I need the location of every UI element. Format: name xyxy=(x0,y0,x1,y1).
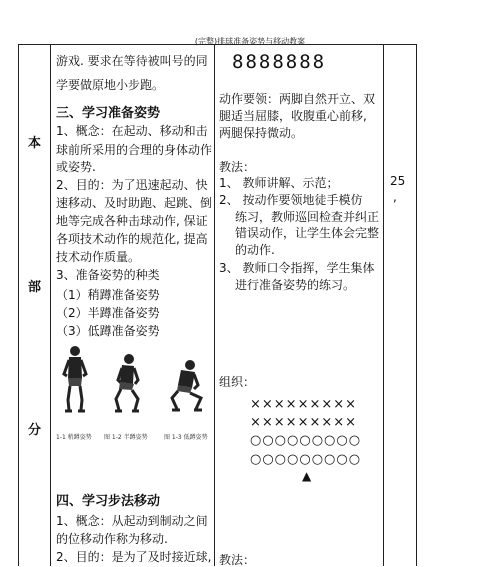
formation-row-students: ××××××××× xyxy=(250,397,358,412)
time-unit: , xyxy=(393,190,397,204)
formation-row-students: ○○○○○○○○○ xyxy=(250,452,362,467)
column-divider-method xyxy=(383,44,384,566)
posture-type-item: （2）半蹲准备姿势 xyxy=(56,306,160,320)
section-label-fen: 分 xyxy=(28,423,42,438)
table-right-border xyxy=(416,44,417,566)
posture-type-item: （3）低蹲准备姿势 xyxy=(56,324,160,338)
move-purpose-line: 2、目的：是为了及时接近球, xyxy=(56,550,212,564)
content-line: 学要做原地小步跑。 xyxy=(56,78,165,92)
formation-top-row: 8888888 xyxy=(232,51,327,73)
heading-prepare-posture: 三、学习准备姿势 xyxy=(56,106,161,121)
formation-row-students: ○○○○○○○○○ xyxy=(250,433,362,448)
method-title: 教法： xyxy=(219,160,256,174)
content-line: 游戏. 要求在等待被叫号的同 xyxy=(56,54,208,68)
method-step: 2、 按动作要领地徒手模仿 xyxy=(219,193,363,207)
purpose-line: 各项技术动作的规范化, 提高 xyxy=(56,232,208,246)
column-divider-content xyxy=(214,44,215,566)
move-concept-line: 1、概念：从起动到制动之间 xyxy=(56,514,208,528)
concept-line: 1、概念：在起动、移动和击 xyxy=(56,124,208,138)
move-concept-line: 的位移动作称为移动. xyxy=(56,532,168,546)
concept-line: 或姿势. xyxy=(56,160,96,174)
posture-type-item: （1）稍蹲准备姿势 xyxy=(56,288,160,302)
figure-caption: 图 1-2 半蹲姿势 xyxy=(104,434,148,441)
table-left-border xyxy=(18,44,19,566)
posture-types-title: 3、准备姿势的种类 xyxy=(56,268,160,282)
method-step: 错误动作，让学生体会完整 xyxy=(235,226,380,240)
figure-caption: 1-1 稍蹲姿势 xyxy=(56,434,92,441)
method-step: 1、 教师讲解、示范； xyxy=(219,176,339,190)
figure-caption: 图 1-3 低蹲姿势 xyxy=(164,434,208,441)
method-step: 练习，教师巡回检查并纠正 xyxy=(235,210,380,224)
concept-line: 球前所采用的合理的身体动作 xyxy=(56,143,213,157)
column-divider-label xyxy=(50,44,51,566)
time-value: 25 xyxy=(390,174,406,188)
essentials-line: 腿适当屈膝，收腹重心前移, xyxy=(219,109,367,123)
formation-row-students: ××××××××× xyxy=(250,415,358,430)
method-title-second: 教法： xyxy=(219,553,256,567)
heading-footwork: 四、学习步法移动 xyxy=(56,494,161,509)
method-step: 的动作. xyxy=(235,243,275,257)
table-top-border xyxy=(18,44,416,45)
essentials-line: 动作要领：两脚自然开立、双 xyxy=(219,92,376,106)
document-title: (完整)排球准备姿势与移动教案 xyxy=(194,37,306,46)
purpose-line: 地等完成各种击球动作, 保证 xyxy=(56,214,208,228)
section-label-bu: 部 xyxy=(28,280,42,295)
section-label-ben: 本 xyxy=(28,136,42,151)
posture-figure-slight-squat xyxy=(55,344,95,416)
purpose-line: 速移动、及时助跑、起跳、倒 xyxy=(56,196,213,210)
essentials-line: 两腿保持微动。 xyxy=(219,126,304,140)
posture-figure-low-squat xyxy=(168,358,212,416)
teacher-marker: ▲ xyxy=(302,469,312,483)
organization-title: 组织： xyxy=(219,375,256,389)
method-step: 进行准备姿势的练习。 xyxy=(235,278,356,292)
purpose-line: 2、目的：为了迅速起动、快 xyxy=(56,178,208,192)
purpose-line: 技术动作质量。 xyxy=(56,250,141,264)
posture-figure-half-squat xyxy=(108,352,148,416)
method-step: 3、 教师口令指挥，学生集体 xyxy=(219,261,375,275)
